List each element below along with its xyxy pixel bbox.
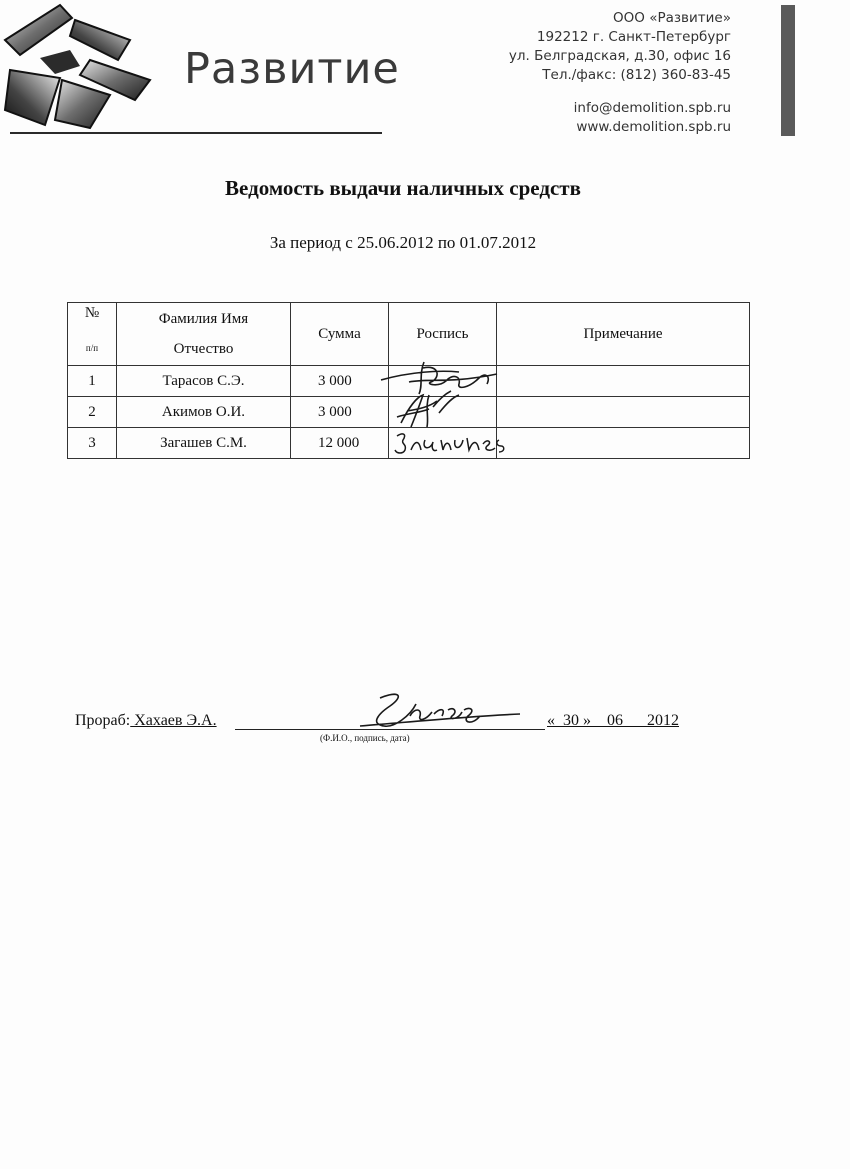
header-divider xyxy=(10,132,382,134)
header-signature: Роспись xyxy=(389,303,497,366)
header-fio xyxy=(117,303,291,366)
foreman-name: Хахаев Э.А. xyxy=(130,712,217,729)
row-number: 2 xyxy=(68,397,117,428)
header-number xyxy=(68,303,117,366)
row-signature xyxy=(389,397,497,428)
signing-date: « 30 » 06 2012 xyxy=(547,712,679,729)
row-name: Загашев С.М. xyxy=(117,428,291,459)
cash-ledger-table xyxy=(67,302,750,459)
header-note: Примечание xyxy=(497,303,750,366)
row-number: 3 xyxy=(68,428,117,459)
foreman-role: Прораб: xyxy=(75,712,131,729)
document-period: За период с 25.06.2012 по 01.07.2012 xyxy=(269,233,537,252)
row-sum: 12 000 xyxy=(291,428,389,459)
company-name: ООО «Развитие» xyxy=(613,10,731,26)
row-sum: 3 000 xyxy=(291,366,389,397)
company-details xyxy=(509,9,731,137)
company-street: ул. Белградская, д.30, офис 16 xyxy=(508,48,731,64)
header-fio-line1: Фамилия Имя xyxy=(158,311,249,327)
company-logo-icon xyxy=(0,0,160,130)
header-sum: Сумма xyxy=(291,303,389,366)
table-header-row xyxy=(68,303,750,366)
row-sum: 3 000 xyxy=(291,397,389,428)
signature-zagashev-icon xyxy=(391,424,511,464)
row-note xyxy=(497,366,750,397)
row-name: Тарасов С.Э. xyxy=(117,366,291,397)
signature-caption: (Ф.И.О., подпись, дата) xyxy=(320,733,410,743)
company-website: www.demolition.spb.ru xyxy=(576,119,731,135)
table-row xyxy=(68,428,750,459)
company-phone: Тел./факс: (812) 360-83-45 xyxy=(542,67,731,83)
company-email: info@demolition.spb.ru xyxy=(573,100,731,116)
document-title: Ведомость выдачи наличных средств xyxy=(225,176,581,200)
row-note xyxy=(497,428,750,459)
header-number-symbol: № xyxy=(84,305,100,321)
header-number-sub: п/п xyxy=(85,343,99,353)
brand-name: Развитие xyxy=(184,44,400,94)
company-city: 192212 г. Санкт-Петербург xyxy=(536,29,731,45)
row-name: Акимов О.И. xyxy=(117,397,291,428)
header-fio-line2: Отчество xyxy=(173,341,234,357)
foreman-line xyxy=(75,712,217,730)
scan-edge-bar xyxy=(781,5,795,136)
foreman-signature-icon xyxy=(350,686,530,736)
row-note xyxy=(497,397,750,428)
row-signature xyxy=(389,428,497,459)
row-number: 1 xyxy=(68,366,117,397)
table-row xyxy=(68,397,750,428)
